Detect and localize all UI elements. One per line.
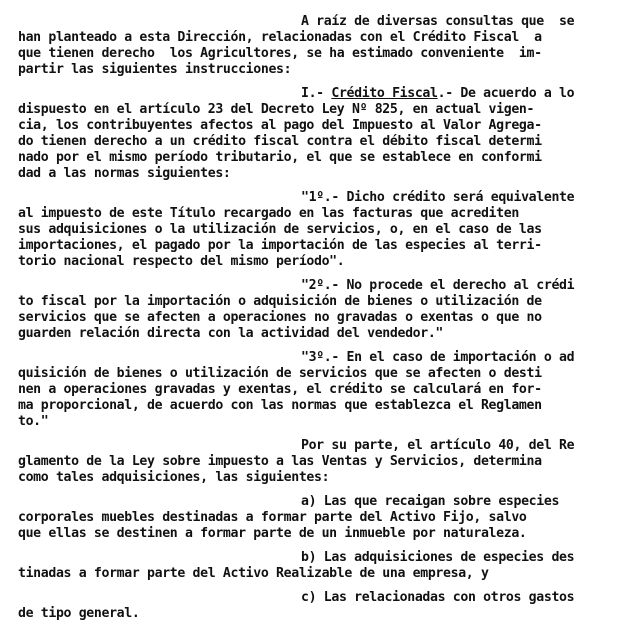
rule1-line-1: "1º.- Dicho crédito será equivalente (301, 190, 575, 205)
intro-line-3: que tienen derecho los Agricultores, se ha estimado conveniente im- (18, 46, 542, 61)
rule3-line-1: "3º.- En el caso de importación o ad (301, 350, 575, 365)
intro-line-4: partir las siguientes instrucciones: (18, 62, 292, 77)
section2-line-2: glamento de la Ley sobre impuesto a las Ventas y Servicios, determina (18, 454, 542, 469)
rule3-line-4: ma proporcional, de acuerdo con las normas que establezca el Reglamen (18, 398, 542, 413)
section1-line-5: nado por el mismo período tributario, el que se establece en conformi (18, 150, 542, 165)
rule2-line-1: "2º.- No procede el derecho al crédi (301, 278, 575, 293)
item-c-line-1: c) Las relacionadas con otros gastos (301, 590, 575, 605)
item-a-line-2: corporales muebles destinadas a formar parte del Activo Fijo, salvo (18, 510, 527, 525)
item-a-line-1: a) Las que recaigan sobre especies (301, 494, 560, 509)
section1-number: I.- (301, 86, 332, 101)
section1-heading-suffix: .- De acuerdo a lo (437, 86, 575, 101)
rule2-line-4: guarden relación directa con la actividad del vendedor." (18, 326, 444, 341)
section2-line-1: Por su parte, el artículo 40, del Re (301, 438, 575, 453)
section1-heading: Crédito Fiscal (331, 86, 438, 101)
rule2-line-3: servicios que se afecten a operaciones no gravadas o exentas o que no (18, 310, 542, 325)
section1-line-4: do tienen derecho a un crédito fiscal contra el débito fiscal determi (18, 134, 542, 149)
section1-line-3: cia, los contribuyentes afectos al pago del Impuesto al Valor Agrega- (18, 118, 542, 133)
item-c-line-2: de tipo general. (18, 606, 140, 621)
section1-line-1 (301, 86, 574, 102)
rule1-line-3: sus adquisiciones o la utilización de servicios, o, en el caso de las (18, 222, 542, 237)
section2-line-3: como tales adquisiciones, las siguientes: (18, 470, 330, 485)
section1-line-6: dad a las normas siguientes: (18, 166, 231, 181)
section1-line-2: dispuesto en el artículo 23 del Decreto Ley Nº 825, en actual vigen- (18, 102, 535, 117)
rule1-line-4: importaciones, el pagado por la importación de las especies al terri- (18, 238, 542, 253)
item-a-line-3: que ellas se destinen a formar parte de un inmueble por naturaleza. (18, 526, 527, 541)
rule3-line-5: to." (18, 414, 49, 429)
item-b-line-1: b) Las adquisiciones de especies des (301, 550, 575, 565)
rule3-line-2: quisición de bienes o utilización de servicios que se afecten o desti (18, 366, 542, 381)
rule1-line-2: al impuesto de este Título recargado en las facturas que acrediten (18, 206, 519, 221)
intro-line-2: han planteado a esta Dirección, relacionadas con el Crédito Fiscal a (18, 30, 542, 45)
rule3-line-3: nen a operaciones gravadas y exentas, el crédito se calculará en for- (18, 382, 542, 397)
intro-line-1: A raíz de diversas consultas que se (301, 14, 575, 29)
rule2-line-2: to fiscal por la importación o adquisición de bienes o utilización de (18, 294, 542, 309)
rule1-line-5: torio nacional respecto del mismo período". (18, 254, 345, 269)
item-b-line-2: tinadas a formar parte del Activo Realizable de una empresa, y (18, 566, 489, 581)
